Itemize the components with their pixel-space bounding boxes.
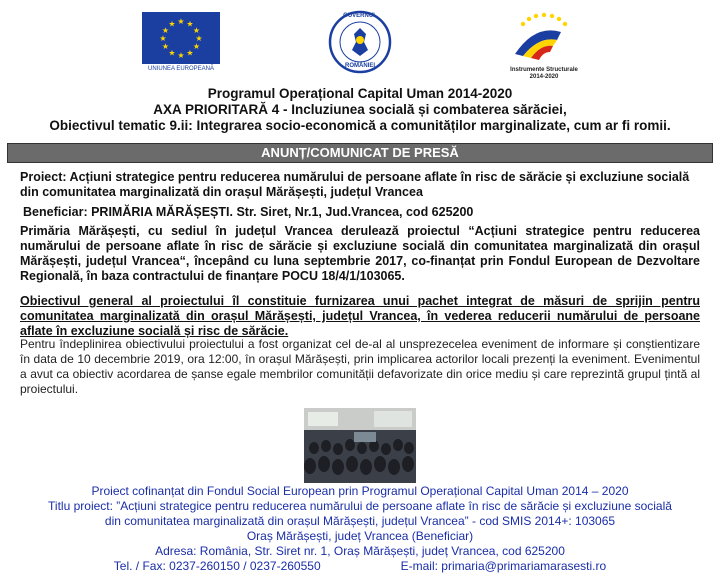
svg-text:★: ★ <box>177 17 185 26</box>
svg-text:★: ★ <box>186 19 194 29</box>
instrumente-structurale-logo <box>505 10 583 82</box>
svg-text:★: ★ <box>161 26 170 35</box>
svg-text:★: ★ <box>159 34 167 43</box>
header-line-2: AXA PRIORITARĂ 4 - Incluziunea socială și combaterea sărăciei, <box>153 102 567 117</box>
gov-text-top: GUVERNUL <box>343 13 377 19</box>
footer-line-5: Adresa: România, Str. Siret nr. 1, Oraș Mărășești, județ Vrancea, cod 625200 <box>155 544 565 558</box>
is-caption-line1: Instrumente Structurale <box>510 67 578 73</box>
instrumente-structurale-icon <box>505 10 583 62</box>
footer-line-2: Titlu proiect: ”Acțiuni strategice pentru reducerea numărului de persoane aflate în risc de sărăcie și excluziune socială <box>48 499 672 513</box>
eu-flag-icon <box>142 12 220 64</box>
svg-text:★: ★ <box>195 34 203 43</box>
svg-text:★: ★ <box>192 42 201 51</box>
svg-text:★: ★ <box>186 48 194 58</box>
beneficiary: Beneficiar: PRIMĂRIA MĂRĂȘEȘTI. Str. Siret, Nr.1, Jud.Vrancea, cod 625200 <box>23 205 474 219</box>
footer-line-1: Proiect cofinanțat din Fondul Social European prin Programul Operațional Capital Uman 2014 – 2020 <box>91 484 629 498</box>
footer-line-4: Oraș Mărășești, județ Vrancea (Beneficiar) <box>246 529 474 543</box>
footer-contact <box>0 559 720 574</box>
footer-email[interactable]: E-mail: primaria@primariamarasesti.ro <box>400 559 607 573</box>
header-line-1: Programul Operațional Capital Uman 2014-2020 <box>207 86 513 101</box>
svg-text:★: ★ <box>168 48 176 58</box>
event-photo <box>304 408 416 483</box>
government-logo <box>328 10 392 74</box>
svg-text:★: ★ <box>161 42 170 51</box>
is-caption <box>505 67 583 81</box>
svg-text:★: ★ <box>168 19 176 29</box>
eu-caption: UNIUNEA EUROPEANĂ <box>147 66 214 72</box>
project-title: Proiect: Acțiuni strategice pentru reducerea numărului de persoane aflate în risc de sărăcie și excluziune socială din comunitatea marginalizată din orașul Mărășești, județul Vrancea <box>20 170 690 199</box>
objective-paragraph: Obiectivul general al proiectului îl constituie furnizarea unui pachet integrat de măsuri de sprijin pentru comunitatea marginalizată din orașul Mărășești, județul Vrancea, în vederea reducerii numărului de persoane aflate în excluziune socială și risc de sărăcie. <box>20 294 700 338</box>
header-line-3: Obiectivul tematic 9.ii: Integrarea socio-economică a comunităților marginalizate, cum ar fi romii. <box>49 118 671 133</box>
event-paragraph: Pentru îndeplinirea obiectivului proiectului a fost organizat cel de-al al unsprezecelea eveniment de informare și conștientizare în data de 10 decembrie 2019, ora 12:00, în orașul Mărășești, prin implicarea actorilor locali prezenți la eveniment. Evenimentul a avut ca obiectiv acordarea de șanse egale membrilor comunității defavorizate din orice mediu și care reprezintă grupul țintă al proiectului. <box>20 337 700 396</box>
svg-text:★: ★ <box>177 51 185 60</box>
footer <box>0 484 720 574</box>
logo-row <box>0 0 720 84</box>
program-header <box>0 86 720 134</box>
intro-paragraph: Primăria Mărășești, cu sediul în județul Vrancea derulează proiectul “Acțiuni strategice pentru reducerea numărului de persoane aflate în risc de sărăcie și excluziune socială din comunitatea marginalizată din orașul Mărășești, județul Vrancea“, începând cu luna septembrie 2017, co-finanțat prin Fondul European de Dezvoltare Regională, în baza contractului de finanțare POCU 18/4/1/103065. <box>20 224 700 283</box>
eu-logo <box>142 12 220 80</box>
is-caption-line2: 2014-2020 <box>529 74 559 80</box>
press-release-banner: ANUNȚ/COMUNICAT DE PRESĂ <box>7 143 713 163</box>
svg-text:★: ★ <box>192 26 201 35</box>
footer-line-3: din comunitatea marginalizată din orașul Mărășești, județul Vrancea” - cod SMIS 2014+: 103065 <box>104 514 616 528</box>
gov-text-bottom: ROMÂNIEI <box>345 63 375 69</box>
footer-phone: Tel. / Fax: 0237-260150 / 0237-260550 <box>113 559 321 573</box>
